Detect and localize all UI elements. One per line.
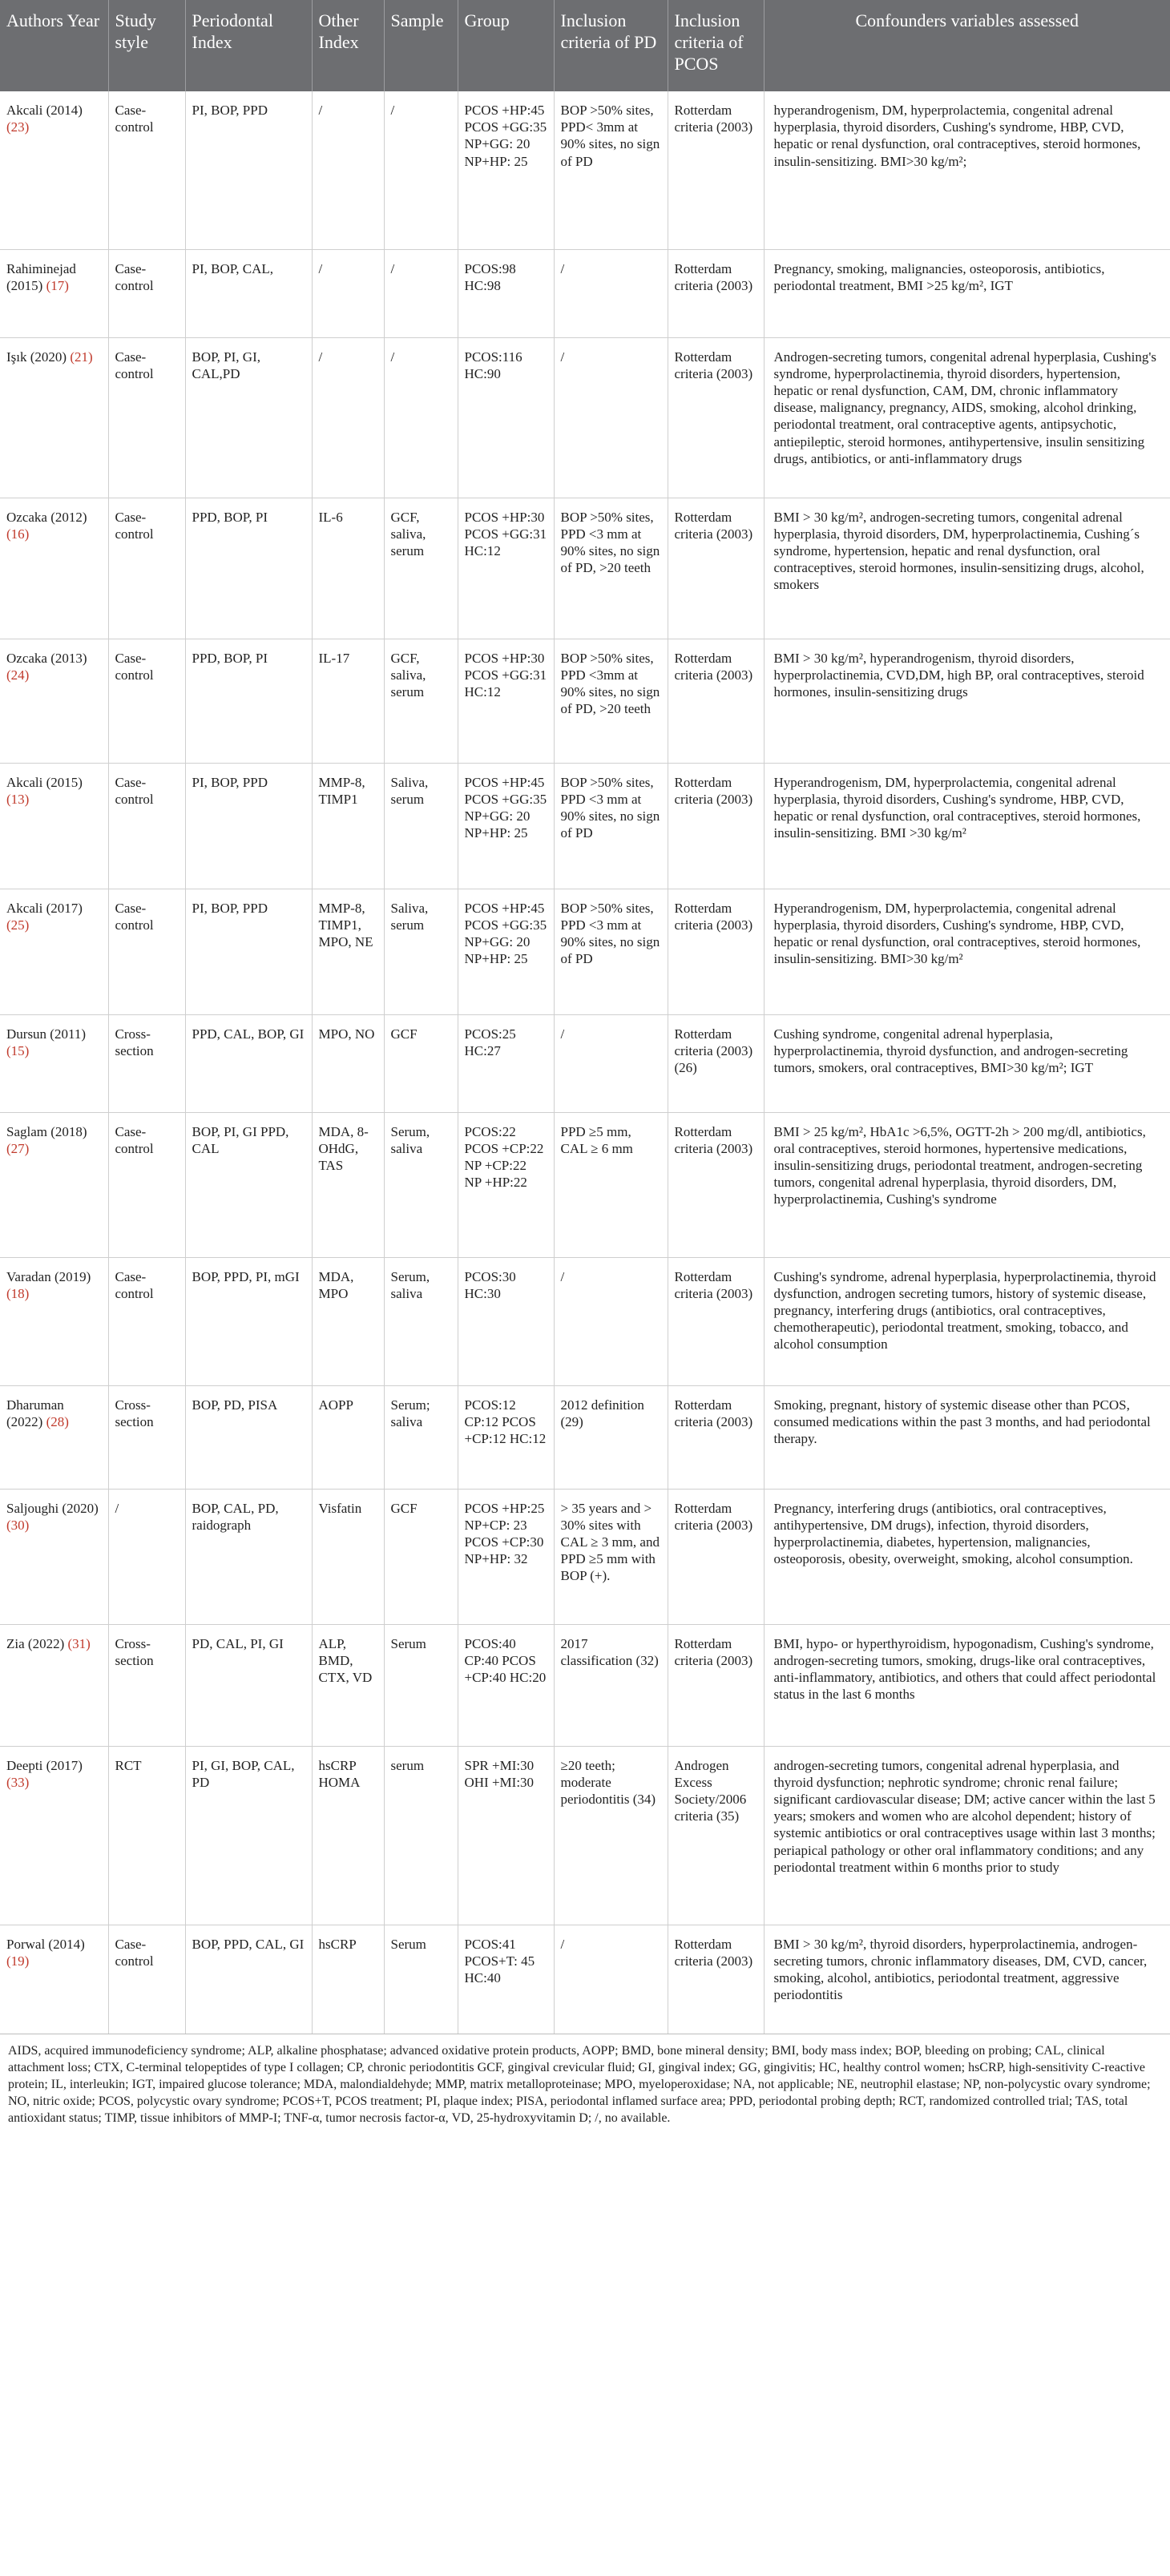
author-name: Akcali (2017) (6, 900, 83, 916)
table-row (0, 1014, 1170, 1112)
cell-periodontal-index: BOP, PPD, CAL, GI (185, 1925, 312, 2034)
author-reference-link[interactable]: (25) (6, 917, 30, 933)
cell-confounders: androgen-secreting tumors, congenital adrenal hyperplasia, and thyroid dysfunction; nephrotic syndrome; chronic renal failure; significant cardiovascular disease; DM; active cancer within the last 5 years; smokers and women who are alcohol dependent; history of systemic antibiotics or oral contraceptives usage within last 3 months; periapical pathology or other oral inflammatory conditions; and any periodontal treatment within 6 months prior to study (764, 1746, 1170, 1925)
cell-other-index: ALP, BMD, CTX, VD (312, 1624, 384, 1746)
cell-confounders: BMI > 30 kg/m², androgen-secreting tumors, congenital adrenal hyperplasia, thyroid disorders, DM, hyperprolactinemia, Cushing´s syndrome, hypertension, hepatic and renal dysfunction, oral contraceptives, steroid hormones, insulin-sensitizing drugs, alcohol, smokers (764, 498, 1170, 639)
cell-group: PCOS +HP:45 PCOS +GG:35 NP+GG: 20 NP+HP: 25 (458, 91, 554, 249)
cell-sample: GCF, saliva, serum (384, 639, 458, 763)
cell-periodontal-index: PI, BOP, PPD (185, 91, 312, 249)
cell-sample: Serum; saliva (384, 1385, 458, 1489)
cell-inclusion-pcos: Rotterdam criteria (2003) (668, 1489, 764, 1624)
author-name: Porwal (2014) (6, 1936, 85, 1952)
cell-group: PCOS:41 PCOS+T: 45 HC:40 (458, 1925, 554, 2034)
header-inclusion-pcos: Inclusion criteria of PCOS (668, 0, 764, 91)
cell-inclusion-pcos: Androgen Excess Society/2006 criteria (35) (668, 1746, 764, 1925)
cell-confounders: BMI, hypo- or hyperthyroidism, hypogonadism, Cushing's syndrome, androgen-secreting tumors, smoking, drugs-like oral contraceptives, anti-inflammatory, antibiotics, and others that could affect periodontal status in the last 6 months (764, 1624, 1170, 1746)
cell-author-year (0, 1624, 108, 1746)
table-body (0, 91, 1170, 2034)
cell-sample: Saliva, serum (384, 889, 458, 1014)
cell-group: PCOS:22 PCOS +CP:22 NP +CP:22 NP +HP:22 (458, 1112, 554, 1257)
cell-other-index: MPO, NO (312, 1014, 384, 1112)
author-reference-link[interactable]: (28) (46, 1413, 69, 1429)
cell-group: PCOS +HP:45 PCOS +GG:35 NP+GG: 20 NP+HP: 25 (458, 889, 554, 1014)
cell-periodontal-index: BOP, CAL, PD, raidograph (185, 1489, 312, 1624)
cell-study-style: Case-control (108, 337, 185, 498)
header-authors-year: Authors Year (0, 0, 108, 91)
cell-confounders: Androgen-secreting tumors, congenital adrenal hyperplasia, Cushing's syndrome, hyperprolactinemia, thyroid disorders, hypertension, hepatic or renal dysfunction, CAM, DM, chronic inflammatory disease, malignancy, pregnancy, AIDS, smoking, alcohol drinking, periodontal treatment, oral contraceptive agents, antipsychotic, antiepileptic, steroid hormones, antihypertensive, insulin sensitizing drugs, antibiotics, or anti-inflammatory drugs (764, 337, 1170, 498)
header-sample: Sample (384, 0, 458, 91)
cell-author-year (0, 337, 108, 498)
cell-study-style: Case-control (108, 1925, 185, 2034)
header-confounders: Confounders variables assessed (764, 0, 1170, 91)
table-row (0, 1385, 1170, 1489)
cell-confounders: BMI > 30 kg/m², hyperandrogenism, thyroid disorders, hyperprolactinemia, CVD,DM, high BP, oral contraceptives, steroid hormones, insulin-sensitizing drugs (764, 639, 1170, 763)
cell-inclusion-pd: / (554, 337, 668, 498)
table-row (0, 1925, 1170, 2034)
cell-inclusion-pcos: Rotterdam criteria (2003) (26) (668, 1014, 764, 1112)
cell-study-style: Cross-section (108, 1624, 185, 1746)
author-name: Varadan (2019) (6, 1268, 91, 1284)
cell-periodontal-index: PD, CAL, PI, GI (185, 1624, 312, 1746)
cell-group: PCOS +HP:25 NP+CP: 23 PCOS +CP:30 NP+HP: 32 (458, 1489, 554, 1624)
cell-author-year (0, 91, 108, 249)
cell-author-year (0, 1112, 108, 1257)
cell-confounders: Cushing syndrome, congenital adrenal hyperplasia, hyperprolactinemia, thyroid dysfunction, and androgen-secreting tumors, smokers, oral contraceptives, BMI>30 kg/m²; IGT (764, 1014, 1170, 1112)
cell-other-index: IL-17 (312, 639, 384, 763)
cell-author-year (0, 1489, 108, 1624)
cell-periodontal-index: PPD, BOP, PI (185, 498, 312, 639)
cell-inclusion-pcos: Rotterdam criteria (2003) (668, 249, 764, 337)
cell-inclusion-pd: / (554, 1925, 668, 2034)
cell-sample: Serum, saliva (384, 1112, 458, 1257)
author-reference-link[interactable]: (15) (6, 1042, 30, 1058)
cell-group: PCOS:12 CP:12 PCOS +CP:12 HC:12 (458, 1385, 554, 1489)
cell-author-year (0, 1746, 108, 1925)
cell-periodontal-index: PPD, CAL, BOP, GI (185, 1014, 312, 1112)
cell-confounders: hyperandrogenism, DM, hyperprolactemia, congenital adrenal hyperplasia, thyroid disorders, Cushing's syndrome, HBP, CVD, hepatic or renal dysfunction, oral contraceptives, steroid hormones, insulin-sensitizing. BMI>30 kg/m²; (764, 91, 1170, 249)
author-reference-link[interactable]: (18) (6, 1285, 30, 1301)
cell-author-year (0, 1257, 108, 1385)
cell-group: PCOS:116 HC:90 (458, 337, 554, 498)
cell-author-year (0, 763, 108, 889)
cell-study-style: Case-control (108, 1257, 185, 1385)
cell-group: PCOS +HP:45 PCOS +GG:35 NP+GG: 20 NP+HP: 25 (458, 763, 554, 889)
table-header (0, 0, 1170, 91)
header-other-index: Other Index (312, 0, 384, 91)
cell-study-style: Cross-section (108, 1014, 185, 1112)
cell-periodontal-index: BOP, PI, GI PPD, CAL (185, 1112, 312, 1257)
table-row (0, 91, 1170, 249)
cell-other-index: / (312, 249, 384, 337)
author-reference-link[interactable]: (17) (46, 277, 69, 293)
header-group: Group (458, 0, 554, 91)
cell-sample: GCF (384, 1489, 458, 1624)
cell-group: PCOS:40 CP:40 PCOS +CP:40 HC:20 (458, 1624, 554, 1746)
table-row (0, 249, 1170, 337)
cell-confounders: Smoking, pregnant, history of systemic disease other than PCOS, consumed medications within the past 3 months, and had periodontal therapy. (764, 1385, 1170, 1489)
cell-confounders: Pregnancy, smoking, malignancies, osteoporosis, antibiotics, periodontal treatment, BMI >25 kg/m², IGT (764, 249, 1170, 337)
author-reference-link[interactable]: (23) (6, 119, 30, 135)
cell-other-index: MDA, 8-OHdG, TAS (312, 1112, 384, 1257)
cell-group: PCOS +HP:30 PCOS +GG:31 HC:12 (458, 639, 554, 763)
cell-other-index: / (312, 91, 384, 249)
cell-author-year (0, 249, 108, 337)
table-row (0, 337, 1170, 498)
cell-inclusion-pd: BOP >50% sites, PPD <3mm at 90% sites, no sign of PD, >20 teeth (554, 639, 668, 763)
cell-other-index: hsCRP HOMA (312, 1746, 384, 1925)
table-row (0, 1746, 1170, 1925)
cell-study-style: Case-control (108, 639, 185, 763)
table-row (0, 1624, 1170, 1746)
cell-study-style: Cross-section (108, 1385, 185, 1489)
author-name: Dursun (2011) (6, 1026, 86, 1042)
cell-group: PCOS:30 HC:30 (458, 1257, 554, 1385)
author-reference-link[interactable]: (27) (6, 1140, 30, 1156)
cell-sample: / (384, 249, 458, 337)
author-reference-link[interactable]: (16) (6, 526, 30, 542)
cell-confounders: BMI > 25 kg/m², HbA1c >6,5%, OGTT-2h > 200 mg/dl, antibiotics, oral contraceptives, steroid hormones, hypertensive medications, insulin-sensitizing drugs, periodontal treatment, androgen-secreting tumors, congenital adrenal hyperplasia, thyroid disorders, DM, hyperprolactinemia, Cushing's syndrome (764, 1112, 1170, 1257)
author-reference-link[interactable]: (19) (6, 1953, 30, 1969)
cell-other-index: IL-6 (312, 498, 384, 639)
cell-sample: Serum, saliva (384, 1257, 458, 1385)
cell-inclusion-pd: / (554, 1257, 668, 1385)
cell-study-style: Case-control (108, 91, 185, 249)
cell-inclusion-pd: / (554, 249, 668, 337)
cell-sample: / (384, 91, 458, 249)
cell-inclusion-pcos: Rotterdam criteria (2003) (668, 337, 764, 498)
author-name: Akcali (2015) (6, 774, 83, 790)
cell-periodontal-index: PI, BOP, PPD (185, 889, 312, 1014)
author-name: Deepti (2017) (6, 1757, 83, 1773)
table-row (0, 1489, 1170, 1624)
cell-periodontal-index: PI, BOP, CAL, (185, 249, 312, 337)
cell-study-style: Case-control (108, 249, 185, 337)
author-name: Dharuman (2022) (6, 1397, 64, 1429)
cell-inclusion-pcos: Rotterdam criteria (2003) (668, 91, 764, 249)
cell-inclusion-pd: 2017 classification (32) (554, 1624, 668, 1746)
cell-sample: Serum (384, 1624, 458, 1746)
cell-sample: serum (384, 1746, 458, 1925)
table-row (0, 1112, 1170, 1257)
table-row (0, 639, 1170, 763)
cell-inclusion-pd: PPD ≥5 mm, CAL ≥ 6 mm (554, 1112, 668, 1257)
cell-inclusion-pcos: Rotterdam criteria (2003) (668, 639, 764, 763)
author-name: Zia (2022) (6, 1635, 65, 1651)
cell-author-year (0, 498, 108, 639)
author-reference-link[interactable]: (13) (6, 791, 30, 807)
table-row (0, 763, 1170, 889)
cell-sample: / (384, 337, 458, 498)
cell-confounders: BMI > 30 kg/m², thyroid disorders, hyperprolactinemia, androgen-secreting tumors, chronic inflammatory diseases, DM, CVD, cancer, smoking, alcohol, antibiotics, periodontal treatment, aggressive periodontitis (764, 1925, 1170, 2034)
cell-group: SPR +MI:30 OHI +MI:30 (458, 1746, 554, 1925)
cell-periodontal-index: PI, BOP, PPD (185, 763, 312, 889)
header-periodontal-index: Periodontal Index (185, 0, 312, 91)
cell-study-style: RCT (108, 1746, 185, 1925)
cell-study-style: Case-control (108, 498, 185, 639)
cell-study-style: Case-control (108, 1112, 185, 1257)
cell-study-style: / (108, 1489, 185, 1624)
cell-inclusion-pcos: Rotterdam criteria (2003) (668, 1257, 764, 1385)
cell-inclusion-pd: 2012 definition (29) (554, 1385, 668, 1489)
table-row (0, 1257, 1170, 1385)
author-reference-link[interactable]: (33) (6, 1774, 30, 1790)
author-name: Ozcaka (2013) (6, 650, 87, 666)
author-name: Saljoughi (2020) (6, 1500, 99, 1516)
cell-inclusion-pd: ≥20 teeth; moderate periodontitis (34) (554, 1746, 668, 1925)
cell-inclusion-pcos: Rotterdam criteria (2003) (668, 763, 764, 889)
cell-other-index: MMP-8, TIMP1 (312, 763, 384, 889)
cell-inclusion-pcos: Rotterdam criteria (2003) (668, 1624, 764, 1746)
cell-periodontal-index: PPD, BOP, PI (185, 639, 312, 763)
cell-author-year (0, 1925, 108, 2034)
cell-confounders: Hyperandrogenism, DM, hyperprolactemia, congenital adrenal hyperplasia, thyroid disorders, Cushing's syndrome, HBP, CVD, hepatic or renal dysfunction, oral contraceptives, steroid hormones, insulin-sensitizing. BMI>30 kg/m² (764, 889, 1170, 1014)
cell-inclusion-pcos: Rotterdam criteria (2003) (668, 1385, 764, 1489)
cell-confounders: Pregnancy, interfering drugs (antibiotics, oral contraceptives, antihypertensive, DM drugs), infection, thyroid disorders, hyperprolactinemia, diabetes, hypertension, malignancies, osteoporosis, obesity, overweight, smoking, alcohol consumption. (764, 1489, 1170, 1624)
cell-other-index: Visfatin (312, 1489, 384, 1624)
cell-group: PCOS:98 HC:98 (458, 249, 554, 337)
cell-periodontal-index: BOP, PPD, PI, mGI (185, 1257, 312, 1385)
cell-confounders: Cushing's syndrome, adrenal hyperplasia, hyperprolactinemia, thyroid dysfunction, androgen secreting tumors, history of systemic disease, pregnancy, interfering drugs (antibiotics, oral contraceptives, chemotherapeutic), periodontal treatment, smoking, tobacco, and alcohol consumption (764, 1257, 1170, 1385)
table-row (0, 889, 1170, 1014)
cell-group: PCOS +HP:30 PCOS +GG:31 HC:12 (458, 498, 554, 639)
cell-confounders: Hyperandrogenism, DM, hyperprolactemia, congenital adrenal hyperplasia, thyroid disorders, Cushing's syndrome, HBP, CVD, hepatic or renal dysfunction, oral contraceptives, steroid hormones, insulin-sensitizing. BMI >30 kg/m² (764, 763, 1170, 889)
author-reference-link[interactable]: (21) (70, 349, 93, 365)
cell-sample: GCF (384, 1014, 458, 1112)
author-name: Ozcaka (2012) (6, 509, 87, 525)
cell-sample: Saliva, serum (384, 763, 458, 889)
cell-inclusion-pd: BOP >50% sites, PPD <3 mm at 90% sites, no sign of PD, >20 teeth (554, 498, 668, 639)
cell-inclusion-pd: BOP >50% sites, PPD <3 mm at 90% sites, no sign of PD (554, 763, 668, 889)
cell-periodontal-index: BOP, PD, PISA (185, 1385, 312, 1489)
cell-study-style: Case-control (108, 763, 185, 889)
cell-author-year (0, 1385, 108, 1489)
cell-periodontal-index: BOP, PI, GI, CAL,PD (185, 337, 312, 498)
cell-sample: GCF, saliva, serum (384, 498, 458, 639)
cell-other-index: MDA, MPO (312, 1257, 384, 1385)
cell-author-year (0, 889, 108, 1014)
author-name: Saglam (2018) (6, 1123, 87, 1139)
author-reference-link[interactable]: (30) (6, 1517, 30, 1533)
cell-group: PCOS:25 HC:27 (458, 1014, 554, 1112)
header-inclusion-pd: Inclusion criteria of PD (554, 0, 668, 91)
cell-other-index: hsCRP (312, 1925, 384, 2034)
cell-inclusion-pd: > 35 years and > 30% sites with CAL ≥ 3 mm, and PPD ≥5 mm with BOP (+). (554, 1489, 668, 1624)
cell-other-index: AOPP (312, 1385, 384, 1489)
header-study-style: Study style (108, 0, 185, 91)
cell-inclusion-pcos: Rotterdam criteria (2003) (668, 1112, 764, 1257)
cell-inclusion-pd: BOP >50% sites, PPD< 3mm at 90% sites, no sign of PD (554, 91, 668, 249)
cell-inclusion-pcos: Rotterdam criteria (2003) (668, 498, 764, 639)
author-name: Işık (2020) (6, 349, 67, 365)
author-name: Akcali (2014) (6, 103, 83, 118)
cell-author-year (0, 639, 108, 763)
table-footnote: AIDS, acquired immunodeficiency syndrome; ALP, alkaline phosphatase; advanced oxidative protein products, AOPP; BMD, bone mineral density; BMI, body mass index; BOP, bleeding on probing; CAL, clinical attachment loss; CTX, C-terminal telopeptides of type I collagen; CP, chronic periodontitis GCF, gingival crevicular fluid; GI, gingival index; GG, gingivitis; HC, healthy control women; hsCRP, high-sensitivity C-reactive protein; IL, interleukin; IGT, impaired glucose tolerance; MDA, malondialdehyde; MMP, matrix metalloproteinase; MPO, myeloperoxidase; NA, not applicable; NE, neutrophil elastase; NP, non-polycystic ovary syndrome; NO, nitric oxide; PCOS, polycystic ovary syndrome; PCOS+T, PCOS treatment; PI, plaque index; PISA, periodontal inflamed surface area; PPD, periodontal probing depth; RCT, randomized controlled trial; TAS, total antioxidant status; TIMP, tissue inhibitors of MMP-I; TNF-α, tumor necrosis factor-α, VD, 25-hydroxyvitamin D; /, no available. (8, 2043, 1151, 2125)
cell-inclusion-pcos: Rotterdam criteria (2003) (668, 889, 764, 1014)
cell-inclusion-pd: BOP >50% sites, PPD <3 mm at 90% sites, no sign of PD (554, 889, 668, 1014)
cell-study-style: Case-control (108, 889, 185, 1014)
author-reference-link[interactable]: (24) (6, 667, 30, 683)
author-name: Rahiminejad (2015) (6, 260, 76, 293)
cell-periodontal-index: PI, GI, BOP, CAL, PD (185, 1746, 312, 1925)
cell-other-index: / (312, 337, 384, 498)
cell-inclusion-pd: / (554, 1014, 668, 1112)
cell-sample: Serum (384, 1925, 458, 2034)
cell-inclusion-pcos: Rotterdam criteria (2003) (668, 1925, 764, 2034)
cell-other-index: MMP-8, TIMP1, MPO, NE (312, 889, 384, 1014)
table-row (0, 498, 1170, 639)
author-reference-link[interactable]: (31) (67, 1635, 91, 1651)
cell-author-year (0, 1014, 108, 1112)
